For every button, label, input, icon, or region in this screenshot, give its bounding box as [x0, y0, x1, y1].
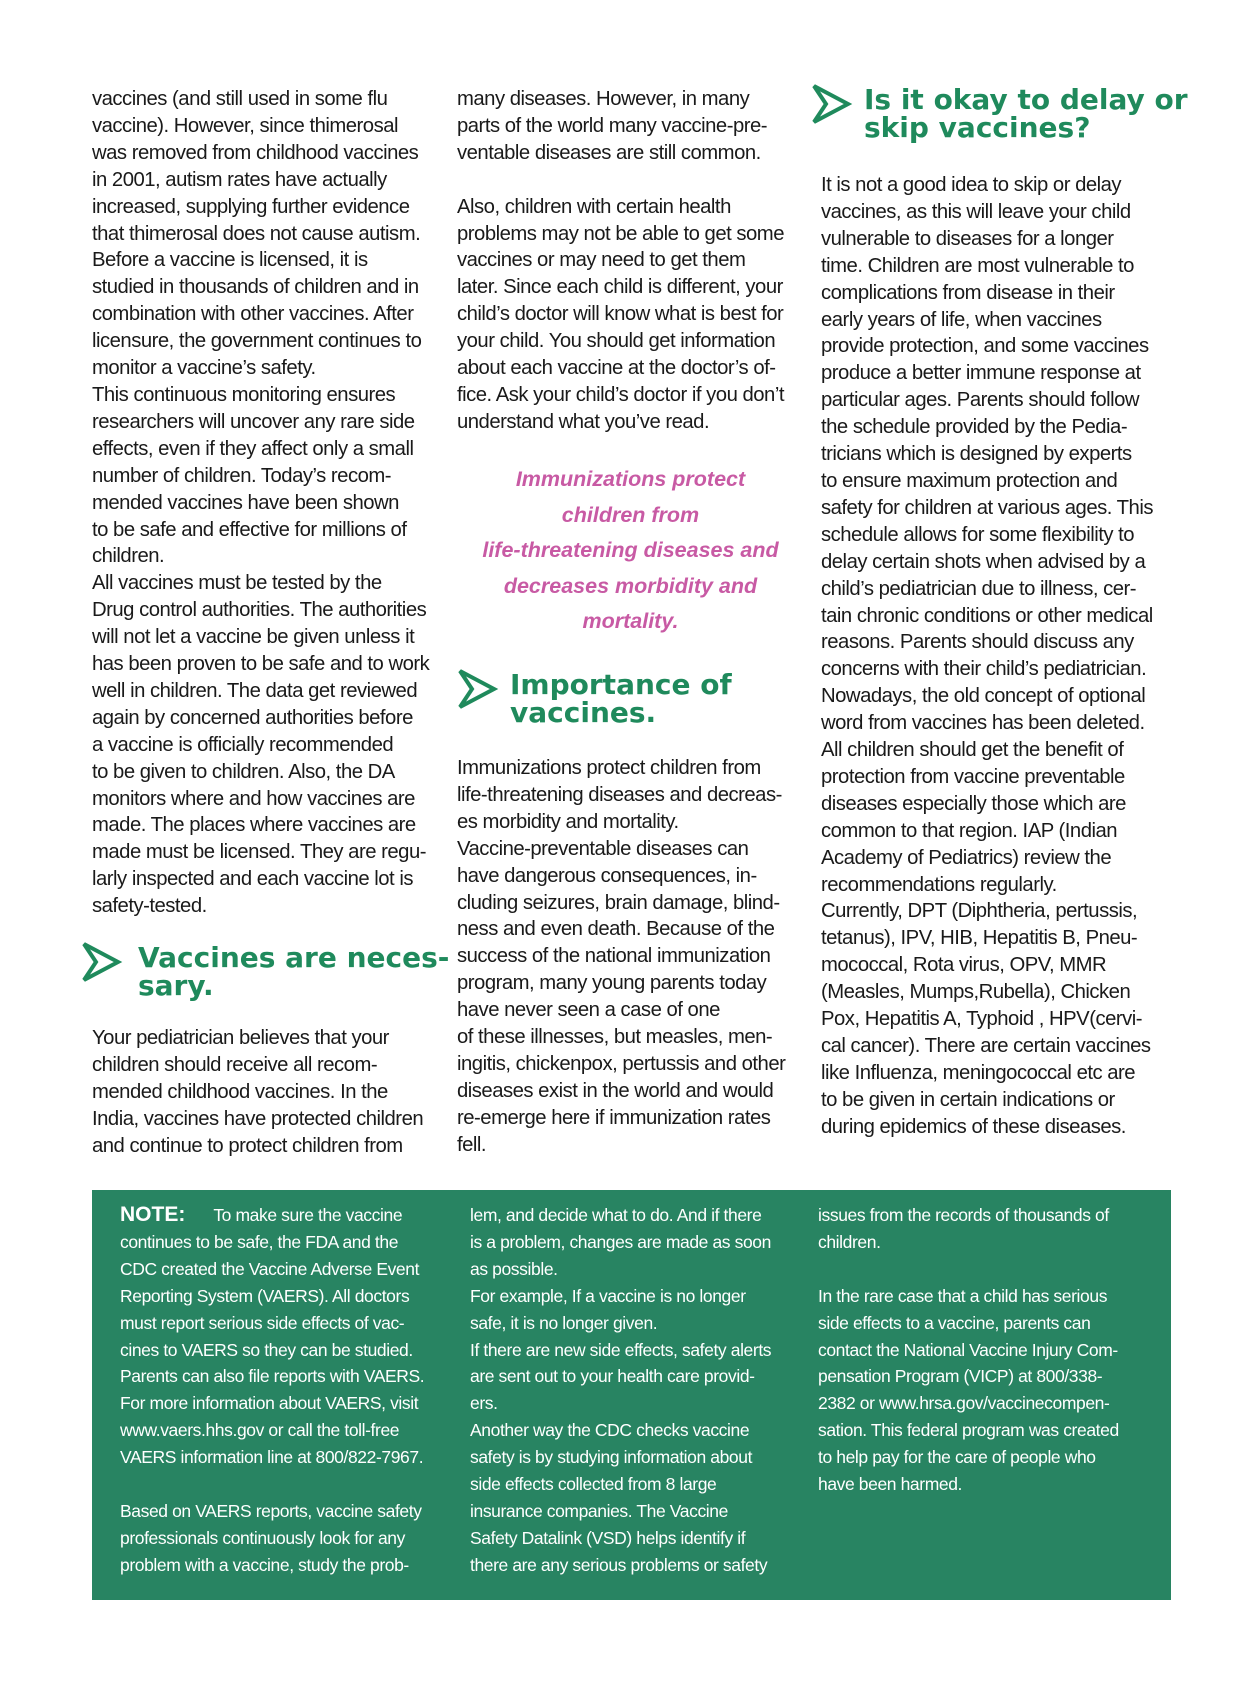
text-line: was removed from childhood vaccines [92, 141, 419, 164]
column-2-top [457, 86, 784, 436]
text-line: the schedule provided by the Pedia- [821, 416, 1128, 439]
text-line: children should receive all recom- [92, 1053, 378, 1076]
text-line: All vaccines must be tested by the [92, 572, 382, 595]
text-line: Drug control authorities. The authorities [92, 599, 427, 622]
text-line: safety is by studying information about [470, 1447, 753, 1468]
text-line: insurance companies. The Vaccine [470, 1500, 728, 1521]
text-line: www.vaers.hhs.gov or call the toll-free [120, 1420, 400, 1441]
text-line: in 2001, autism rates have actually [92, 168, 387, 191]
text-line: problem with a vaccine, study the prob- [120, 1554, 409, 1575]
text-line [818, 1256, 1119, 1283]
text-line: If there are new side effects, safety alerts [470, 1339, 772, 1360]
text-line: licensure, the government continues to [92, 330, 422, 353]
text-line: vulnerable to diseases for a longer [821, 227, 1114, 250]
note-box [92, 1190, 1171, 1600]
text-line: vaccines, as this will leave your child [821, 200, 1131, 223]
text-line: particular ages. Parents should follow [821, 389, 1140, 412]
text-line [457, 167, 784, 194]
text-line: vaccine). However, since thimerosal [92, 114, 398, 137]
text-line: Academy of Pediatrics) review the [821, 846, 1112, 869]
column-1-bottom [92, 1025, 423, 1160]
text-line: side effects collected from 8 large [470, 1474, 717, 1495]
note-column-2 [470, 1202, 771, 1579]
text-line: children. [818, 1231, 881, 1252]
text-line: word from vaccines has been deleted. [821, 712, 1145, 735]
text-line: a vaccine is officially recommended [92, 733, 394, 756]
text-line: It is not a good idea to skip or delay [821, 174, 1122, 196]
text-line: side effects to a vaccine, parents can [818, 1312, 1091, 1333]
text-line: 2382 or www.hrsa.gov/vaccinecompen- [818, 1393, 1110, 1414]
text-line: that thimerosal does not cause autism. [92, 222, 421, 245]
text-line: effects, even if they affect only a small [92, 437, 414, 460]
text-line: early years of life, when vaccines [821, 308, 1102, 331]
text-line: Pox, Hepatitis A, Typhoid , HPV(cervi- [821, 1008, 1143, 1031]
text-line: many diseases. However, in many [457, 88, 750, 110]
text-line: to be given in certain indications or [821, 1088, 1115, 1111]
text-line: researchers will uncover any rare side [92, 410, 415, 433]
text-line: during epidemics of these diseases. [821, 1115, 1126, 1138]
text-line: protection from vaccine preventable [821, 765, 1125, 788]
note-first-line: NOTE: To make sure the vaccine [120, 1203, 403, 1226]
text-line: well in children. The data get reviewed [92, 679, 418, 702]
chevron-right-icon [808, 82, 856, 126]
text-line: larly inspected and each vaccine lot is [92, 868, 413, 891]
text-line: safe, it is no longer given. [470, 1312, 658, 1333]
text-line: cluding seizures, brain damage, blind- [457, 891, 780, 914]
text-line: fice. Ask your child’s doctor if you don’t [457, 383, 784, 406]
text-line: Vaccine-preventable diseases can [457, 837, 749, 860]
text-line: and continue to protect children from [92, 1134, 403, 1157]
column-1-top [92, 86, 429, 920]
text-line [120, 1471, 424, 1498]
text-line: made. The places where vaccines are [92, 814, 416, 837]
text-line: have dangerous consequences, in- [457, 864, 757, 887]
text-line: mended childhood vaccines. In the [92, 1080, 388, 1103]
text-line: children. [92, 545, 165, 568]
text-line: tricians which is designed by experts [821, 443, 1132, 466]
heading-text: Vaccines are neces- sary. [138, 941, 450, 1002]
text-line: Safety Datalink (VSD) helps identify if [470, 1527, 746, 1548]
text-line: Also, children with certain health [457, 195, 731, 218]
text-line: parts of the world many vaccine-pre- [457, 114, 768, 137]
text-line: lem, and decide what to do. And if there [470, 1205, 762, 1225]
text-line: vaccines or may need to get them [457, 249, 746, 272]
text-line: increased, supplying further evidence [92, 195, 410, 218]
text-line: diseases exist in the world and would [457, 1079, 774, 1102]
text-line: safety-tested. [92, 895, 207, 918]
text-line: later. Since each child is different, your [457, 276, 783, 299]
text-line: to ensure maximum protection and [821, 469, 1118, 492]
text-line: child’s pediatrician due to illness, cer- [821, 577, 1137, 600]
text-line: success of the national immunization [457, 945, 771, 968]
heading-delay-skip-vaccines [808, 82, 1188, 142]
note-column-3 [818, 1202, 1119, 1498]
text-line: recommendations regularly. [821, 873, 1057, 896]
text-line: child’s doctor will know what is best for [457, 303, 784, 326]
note-column-1 [120, 1202, 424, 1579]
text-line: mended vaccines have been shown [92, 491, 399, 514]
text-line: CDC created the Vaccine Adverse Event [120, 1258, 420, 1279]
text-line: life-threatening diseases and decreas- [457, 783, 782, 806]
text-line: ers. [470, 1393, 498, 1414]
text-line: cal cancer). There are certain vaccines [821, 1035, 1151, 1057]
text-line: For more information about VAERS, visit [120, 1393, 419, 1414]
text-line: are sent out to your health care provid- [470, 1366, 755, 1387]
text-line: there are any serious problems or safety [470, 1554, 768, 1575]
text-line: es morbidity and mortality. [457, 810, 679, 833]
text-line: sation. This federal program was created [818, 1420, 1119, 1441]
text-line: Before a vaccine is licensed, it is [92, 249, 368, 272]
chevron-right-icon [454, 667, 502, 711]
text-line: like Influenza, meningococcal etc are [821, 1061, 1136, 1084]
text-line: has been proven to be safe and to work [92, 653, 430, 676]
heading-vaccines-necessary [78, 940, 449, 1000]
text-line: complications from disease in their [821, 281, 1115, 304]
chevron-right-icon [78, 940, 126, 984]
text-line: of these illnesses, but measles, men- [457, 1026, 773, 1049]
text-line: monitors where and how vaccines are [92, 787, 415, 810]
text-line: VAERS information line at 800/822-7967. [120, 1447, 424, 1468]
text-line: In the rare case that a child has serious [818, 1285, 1108, 1306]
text-line: program, many young parents today [457, 972, 767, 995]
text-line: continues to be safe, the FDA and the [120, 1231, 399, 1252]
text-line: problems may not be able to get some [457, 222, 784, 245]
text-line: This continuous monitoring ensures [92, 383, 396, 406]
text-line: combination with other vaccines. After [92, 303, 414, 326]
text-line: have never seen a case of one [457, 999, 720, 1022]
text-line: pensation Program (VICP) at 800/338- [818, 1366, 1103, 1387]
text-line: Your pediatrician believes that your [92, 1027, 389, 1049]
text-line: ingitis, chickenpox, pertussis and other [457, 1052, 786, 1075]
note-column-1-rest [120, 1229, 424, 1579]
text-line: time. Children are most vulnerable to [821, 254, 1134, 277]
text-line: common to that region. IAP (Indian [821, 819, 1118, 842]
text-line: must report serious side effects of vac- [120, 1312, 405, 1333]
text-line: India, vaccines have protected children [92, 1107, 424, 1130]
text-line: tain chronic conditions or other medical [821, 604, 1153, 627]
text-line: as possible. [470, 1258, 558, 1279]
text-line: ness and even death. Because of the [457, 918, 775, 941]
text-line: schedule allows for some flexibility to [821, 523, 1135, 546]
text-line: concerns with their child’s pediatrician. [821, 658, 1147, 681]
text-line: tetanus), IPV, HIB, Hepatitis B, Pneu- [821, 927, 1138, 950]
text-line: produce a better immune response at [821, 362, 1141, 385]
text-line: vaccines (and still used in some flu [92, 88, 388, 110]
text-line: Nowadays, the old concept of optional [821, 685, 1146, 708]
text-line: studied in thousands of children and in [92, 276, 419, 299]
text-line: Currently, DPT (Diphtheria, pertussis, [821, 900, 1138, 923]
pull-quote: Immunizations protect children from life-threatening diseases and decreases morbidity and mortality. [482, 467, 779, 633]
text-line: professionals continuously look for any [120, 1527, 405, 1548]
column-3-text [821, 172, 1153, 1141]
text-line: contact the National Vaccine Injury Com- [818, 1339, 1118, 1360]
text-line: Based on VAERS reports, vaccine safety [120, 1500, 422, 1521]
text-line: cines to VAERS so they can be studied. [120, 1339, 413, 1360]
text-line: reasons. Parents should discuss any [821, 631, 1134, 654]
text-line: monitor a vaccine’s safety. [92, 357, 316, 380]
text-line: diseases especially those which are [821, 792, 1126, 815]
heading-importance-of-vaccines [454, 667, 732, 727]
text-line: to help pay for the care of people who [818, 1447, 1096, 1468]
text-line: re-emerge here if immunization rates [457, 1106, 771, 1129]
text-line: will not let a vaccine be given unless it [92, 626, 415, 649]
text-line: have been harmed. [818, 1474, 963, 1495]
text-line: to be safe and effective for millions of [92, 518, 407, 541]
text-line: number of children. Today’s recom- [92, 464, 392, 487]
text-line: safety for children at various ages. This [821, 496, 1153, 519]
text-line: For example, If a vaccine is no longer [470, 1285, 746, 1306]
text-line: Immunizations protect children from [457, 757, 761, 779]
text-line: again by concerned authorities before [92, 706, 413, 729]
text-line: mococcal, Rota virus, OPV, MMR [821, 954, 1107, 977]
column-2-bottom [457, 755, 785, 1159]
text-line: All children should get the benefit of [821, 739, 1124, 762]
text-line: made must be licensed. They are regu- [92, 841, 426, 864]
text-line: is a problem, changes are made as soon [470, 1231, 771, 1252]
text-line: provide protection, and some vaccines [821, 335, 1149, 358]
text-line: (Measles, Mumps,Rubella), Chicken [821, 981, 1131, 1004]
text-line: to be given to children. Also, the DA [92, 760, 395, 783]
text-line: Another way the CDC checks vaccine [470, 1420, 750, 1441]
text-line: ventable diseases are still common. [457, 141, 761, 164]
text-line: fell. [457, 1133, 487, 1156]
text-line: Reporting System (VAERS). All doctors [120, 1285, 410, 1306]
text-line: delay certain shots when advised by a [821, 550, 1146, 573]
text-line: your child. You should get information [457, 330, 776, 353]
text-line: issues from the records of thousands of [818, 1205, 1109, 1225]
note-label: NOTE: [120, 1203, 186, 1226]
text-line: about each vaccine at the doctor’s of- [457, 357, 776, 380]
text-line: understand what you’ve read. [457, 410, 710, 433]
heading-text: Importance of vaccines. [510, 668, 732, 729]
text-line: Parents can also file reports with VAERS. [120, 1366, 425, 1387]
heading-text: Is it okay to delay or skip vaccines? [864, 83, 1188, 144]
